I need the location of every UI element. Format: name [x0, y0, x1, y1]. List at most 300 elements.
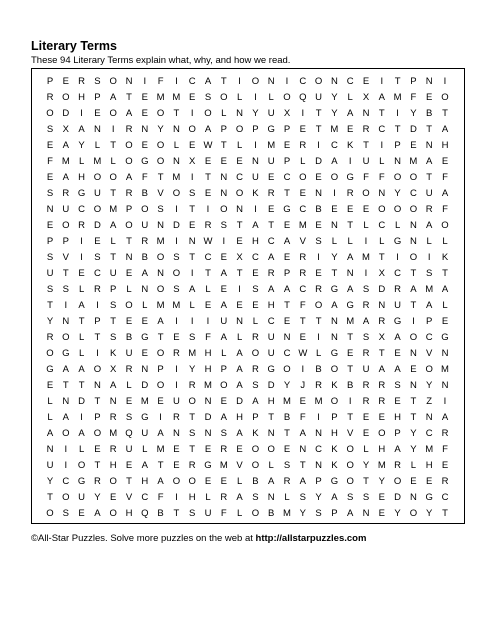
grid-letter[interactable]: R — [125, 188, 133, 199]
grid-letter[interactable]: T — [173, 508, 180, 519]
grid-letter[interactable]: T — [268, 412, 275, 423]
grid-letter[interactable]: Q — [299, 92, 307, 103]
grid-letter[interactable]: N — [409, 220, 417, 231]
grid-letter[interactable]: I — [427, 252, 431, 263]
grid-letter[interactable]: R — [346, 188, 354, 199]
grid-letter[interactable]: C — [378, 124, 386, 135]
grid-letter[interactable]: A — [299, 428, 306, 439]
grid-letter[interactable]: N — [441, 380, 449, 391]
grid-letter[interactable]: F — [299, 412, 306, 423]
grid-letter[interactable]: O — [109, 76, 117, 87]
grid-letter[interactable]: G — [393, 236, 402, 247]
grid-letter[interactable]: P — [157, 364, 164, 375]
grid-letter[interactable]: S — [204, 92, 212, 103]
grid-letter[interactable]: U — [78, 492, 86, 503]
grid-letter[interactable]: N — [172, 428, 180, 439]
grid-letter[interactable]: B — [268, 508, 275, 519]
grid-letter[interactable]: E — [62, 76, 69, 87]
grid-letter[interactable]: E — [378, 508, 385, 519]
grid-letter[interactable]: A — [283, 236, 291, 247]
grid-letter[interactable]: H — [330, 428, 338, 439]
grid-letter[interactable]: K — [252, 428, 259, 439]
grid-letter[interactable]: O — [46, 108, 54, 119]
grid-letter[interactable]: E — [378, 492, 385, 503]
grid-letter[interactable]: N — [425, 140, 433, 151]
grid-letter[interactable]: D — [93, 220, 101, 231]
grid-letter[interactable]: A — [141, 268, 148, 279]
grid-letter[interactable]: O — [378, 204, 386, 215]
grid-letter[interactable]: M — [204, 380, 212, 391]
grid-letter[interactable]: T — [126, 476, 132, 487]
grid-letter[interactable]: D — [78, 396, 86, 407]
grid-letter[interactable]: X — [236, 252, 243, 263]
grid-letter[interactable]: O — [109, 108, 117, 119]
grid-letter[interactable]: O — [409, 508, 418, 519]
grid-letter[interactable]: O — [251, 508, 260, 519]
grid-letter[interactable]: I — [380, 76, 384, 87]
grid-letter[interactable]: H — [394, 412, 402, 423]
grid-letter[interactable]: I — [443, 76, 447, 87]
grid-letter[interactable]: N — [141, 124, 149, 135]
grid-letter[interactable]: M — [188, 348, 197, 359]
grid-letter[interactable]: T — [157, 172, 164, 183]
grid-letter[interactable]: L — [236, 508, 243, 519]
grid-letter[interactable]: M — [267, 140, 276, 151]
grid-letter[interactable]: N — [394, 156, 402, 167]
grid-letter[interactable]: I — [64, 300, 68, 311]
grid-letter[interactable]: G — [141, 156, 149, 167]
grid-letter[interactable]: N — [46, 444, 54, 455]
grid-letter[interactable]: R — [394, 284, 402, 295]
grid-letter[interactable]: R — [220, 444, 228, 455]
grid-letter[interactable]: O — [46, 348, 54, 359]
grid-letter[interactable]: T — [94, 460, 101, 471]
grid-letter[interactable]: R — [394, 460, 402, 471]
grid-letter[interactable]: S — [283, 460, 291, 471]
grid-letter[interactable]: N — [251, 156, 259, 167]
grid-letter[interactable]: E — [347, 204, 354, 215]
grid-letter[interactable]: L — [173, 140, 180, 151]
grid-letter[interactable]: R — [362, 396, 370, 407]
grid-letter[interactable]: M — [172, 172, 181, 183]
grid-letter[interactable]: Y — [299, 508, 306, 519]
grid-letter[interactable]: P — [283, 268, 291, 279]
grid-letter[interactable]: E — [220, 396, 227, 407]
grid-letter[interactable]: M — [61, 156, 70, 167]
grid-letter[interactable]: T — [126, 92, 132, 103]
grid-letter[interactable]: O — [441, 92, 449, 103]
grid-letter[interactable]: R — [78, 220, 86, 231]
grid-letter[interactable]: A — [204, 124, 212, 135]
grid-letter[interactable]: J — [300, 380, 306, 391]
grid-letter[interactable]: E — [173, 332, 180, 343]
grid-letter[interactable]: A — [125, 172, 133, 183]
grid-letter[interactable]: N — [172, 124, 180, 135]
grid-letter[interactable]: E — [94, 236, 101, 247]
grid-letter[interactable]: V — [236, 460, 243, 471]
grid-letter[interactable]: A — [378, 364, 385, 375]
grid-letter[interactable]: Y — [252, 108, 259, 119]
grid-letter[interactable]: E — [46, 172, 54, 183]
grid-letter[interactable]: O — [156, 252, 165, 263]
grid-letter[interactable]: A — [236, 428, 243, 439]
grid-letter[interactable]: O — [220, 92, 228, 103]
grid-letter[interactable]: S — [62, 508, 69, 519]
grid-letter[interactable]: L — [221, 348, 227, 359]
grid-letter[interactable]: O — [362, 188, 370, 199]
grid-letter[interactable]: O — [220, 380, 228, 391]
grid-letter[interactable]: L — [236, 332, 243, 343]
grid-letter[interactable]: A — [220, 332, 227, 343]
grid-letter[interactable]: F — [141, 172, 148, 183]
grid-letter[interactable]: K — [331, 380, 338, 391]
grid-letter[interactable]: M — [425, 444, 434, 455]
grid-letter[interactable]: U — [62, 204, 70, 215]
grid-letter[interactable]: M — [140, 396, 149, 407]
grid-letter[interactable]: E — [78, 508, 85, 519]
grid-letter[interactable]: L — [221, 108, 227, 119]
grid-letter[interactable]: C — [394, 268, 402, 279]
grid-letter[interactable]: O — [156, 380, 165, 391]
grid-letter[interactable]: A — [347, 252, 354, 263]
grid-letter[interactable]: L — [205, 492, 211, 503]
grid-letter[interactable]: B — [347, 380, 354, 391]
grid-letter[interactable]: M — [362, 252, 370, 263]
grid-letter[interactable]: O — [393, 204, 402, 215]
grid-letter[interactable]: H — [141, 476, 149, 487]
grid-letter[interactable]: N — [299, 444, 307, 455]
grid-letter[interactable]: O — [378, 428, 386, 439]
grid-letter[interactable]: L — [379, 236, 385, 247]
grid-letter[interactable]: A — [378, 92, 385, 103]
grid-letter[interactable]: N — [172, 156, 180, 167]
grid-letter[interactable]: U — [141, 428, 149, 439]
grid-letter[interactable]: R — [441, 428, 449, 439]
grid-letter[interactable]: S — [189, 428, 196, 439]
grid-letter[interactable]: M — [314, 396, 323, 407]
grid-letter[interactable]: A — [268, 252, 275, 263]
grid-letter[interactable]: E — [283, 316, 291, 327]
grid-letter[interactable]: U — [315, 92, 323, 103]
grid-letter[interactable]: R — [125, 124, 133, 135]
grid-letter[interactable]: E — [236, 300, 243, 311]
grid-letter[interactable]: O — [125, 140, 133, 151]
grid-letter[interactable]: A — [157, 428, 164, 439]
grid-letter[interactable]: P — [283, 156, 291, 167]
grid-letter[interactable]: L — [347, 236, 353, 247]
grid-letter[interactable]: E — [220, 284, 227, 295]
grid-letter[interactable]: I — [175, 492, 178, 503]
grid-letter[interactable]: S — [315, 508, 322, 519]
grid-letter[interactable]: E — [410, 364, 417, 375]
grid-letter[interactable]: L — [78, 156, 85, 167]
grid-letter[interactable]: E — [220, 156, 227, 167]
grid-letter[interactable]: A — [220, 268, 227, 279]
grid-letter[interactable]: M — [219, 460, 228, 471]
grid-letter[interactable]: M — [346, 316, 355, 327]
grid-letter[interactable]: O — [251, 444, 260, 455]
grid-letter[interactable]: S — [426, 268, 433, 279]
grid-letter[interactable]: P — [125, 204, 133, 215]
grid-letter[interactable]: T — [220, 76, 227, 87]
grid-letter[interactable]: U — [204, 508, 212, 519]
grid-letter[interactable]: F — [299, 300, 306, 311]
grid-letter[interactable]: T — [442, 508, 448, 519]
grid-letter[interactable]: N — [425, 76, 433, 87]
grid-letter[interactable]: T — [394, 76, 401, 87]
grid-letter[interactable]: X — [362, 92, 370, 103]
grid-letter[interactable]: N — [409, 492, 417, 503]
grid-letter[interactable]: S — [110, 300, 117, 311]
grid-letter[interactable]: I — [80, 252, 83, 263]
grid-letter[interactable]: A — [394, 364, 401, 375]
grid-letter[interactable]: R — [204, 220, 212, 231]
grid-letter[interactable]: H — [251, 236, 259, 247]
grid-letter[interactable]: L — [78, 332, 85, 343]
grid-letter[interactable]: A — [426, 156, 433, 167]
grid-letter[interactable]: E — [189, 92, 196, 103]
grid-letter[interactable]: O — [188, 396, 196, 407]
grid-letter[interactable]: U — [46, 460, 54, 471]
grid-letter[interactable]: I — [143, 76, 147, 87]
grid-letter[interactable]: R — [93, 284, 101, 295]
grid-letter[interactable]: M — [109, 204, 118, 215]
grid-letter[interactable]: E — [315, 268, 322, 279]
grid-letter[interactable]: O — [62, 92, 70, 103]
grid-letter[interactable]: C — [141, 492, 149, 503]
grid-letter[interactable]: S — [110, 332, 117, 343]
grid-letter[interactable]: I — [190, 268, 194, 279]
grid-letter[interactable]: A — [78, 300, 85, 311]
grid-letter[interactable]: C — [283, 348, 291, 359]
grid-letter[interactable]: N — [157, 268, 165, 279]
grid-letter[interactable]: O — [409, 332, 418, 343]
grid-letter[interactable]: I — [238, 284, 241, 295]
grid-letter[interactable]: O — [346, 460, 354, 471]
grid-letter[interactable]: N — [315, 460, 323, 471]
grid-letter[interactable]: L — [331, 236, 338, 247]
grid-letter[interactable]: T — [347, 412, 354, 423]
grid-letter[interactable]: N — [141, 364, 149, 375]
grid-letter[interactable]: N — [409, 348, 417, 359]
grid-letter[interactable]: U — [141, 220, 149, 231]
grid-letter[interactable]: N — [330, 76, 338, 87]
grid-letter[interactable]: L — [205, 284, 211, 295]
grid-letter[interactable]: P — [46, 236, 54, 247]
grid-letter[interactable]: O — [62, 332, 70, 343]
grid-letter[interactable]: M — [109, 428, 118, 439]
grid-letter[interactable]: Y — [331, 252, 338, 263]
grid-letter[interactable]: N — [409, 380, 417, 391]
grid-letter[interactable]: R — [220, 492, 228, 503]
grid-letter[interactable]: L — [94, 140, 101, 151]
grid-letter[interactable]: O — [77, 460, 86, 471]
grid-letter[interactable]: K — [331, 444, 338, 455]
grid-letter[interactable]: F — [378, 172, 385, 183]
grid-letter[interactable]: O — [251, 348, 260, 359]
grid-letter[interactable]: C — [441, 492, 449, 503]
grid-letter[interactable]: A — [252, 220, 259, 231]
grid-letter[interactable]: R — [362, 124, 370, 135]
grid-letter[interactable]: E — [283, 220, 291, 231]
grid-letter[interactable]: H — [204, 348, 212, 359]
grid-letter[interactable]: O — [62, 492, 70, 503]
grid-letter[interactable]: S — [125, 412, 133, 423]
grid-letter[interactable]: U — [267, 108, 275, 119]
grid-letter[interactable]: H — [78, 92, 86, 103]
grid-letter[interactable]: O — [204, 108, 212, 119]
grid-letter[interactable]: L — [363, 220, 369, 231]
grid-letter[interactable]: I — [254, 204, 257, 215]
grid-letter[interactable]: P — [110, 284, 117, 295]
grid-letter[interactable]: M — [93, 156, 102, 167]
grid-letter[interactable]: L — [394, 220, 401, 231]
grid-letter[interactable]: T — [299, 460, 306, 471]
grid-letter[interactable]: B — [315, 364, 322, 375]
grid-letter[interactable]: O — [93, 172, 102, 183]
grid-letter[interactable]: S — [94, 252, 101, 263]
grid-letter[interactable]: H — [78, 172, 86, 183]
grid-letter[interactable]: O — [235, 188, 244, 199]
grid-letter[interactable]: X — [283, 108, 291, 119]
grid-letter[interactable]: L — [268, 92, 274, 103]
grid-letter[interactable]: P — [252, 412, 259, 423]
grid-letter[interactable]: U — [362, 156, 370, 167]
grid-letter[interactable]: A — [125, 108, 133, 119]
grid-letter[interactable]: F — [220, 508, 227, 519]
grid-letter[interactable]: Y — [331, 92, 338, 103]
grid-letter[interactable]: P — [283, 124, 291, 135]
grid-letter[interactable]: M — [377, 460, 386, 471]
grid-letter[interactable]: E — [236, 444, 243, 455]
grid-letter[interactable]: F — [47, 156, 53, 167]
grid-letter[interactable]: I — [80, 108, 83, 119]
grid-letter[interactable]: R — [188, 460, 196, 471]
grid-letter[interactable]: E — [426, 92, 433, 103]
grid-letter[interactable]: I — [317, 412, 320, 423]
grid-letter[interactable]: N — [315, 188, 323, 199]
grid-letter[interactable]: E — [141, 92, 148, 103]
grid-letter[interactable]: N — [220, 188, 228, 199]
grid-letter[interactable]: C — [299, 76, 307, 87]
grid-letter[interactable]: L — [442, 236, 448, 247]
grid-letter[interactable]: H — [236, 412, 244, 423]
grid-letter[interactable]: B — [125, 332, 133, 343]
grid-letter[interactable]: M — [425, 284, 434, 295]
grid-letter[interactable]: C — [409, 188, 417, 199]
grid-letter[interactable]: A — [347, 284, 354, 295]
grid-letter[interactable]: O — [172, 188, 181, 199]
grid-letter[interactable]: Y — [78, 140, 85, 151]
grid-letter[interactable]: U — [125, 348, 133, 359]
grid-letter[interactable]: M — [156, 444, 165, 455]
grid-letter[interactable]: T — [315, 124, 322, 135]
grid-letter[interactable]: O — [393, 172, 402, 183]
grid-letter[interactable]: A — [141, 460, 148, 471]
grid-letter[interactable]: S — [252, 380, 259, 391]
grid-letter[interactable]: E — [141, 140, 148, 151]
grid-letter[interactable]: R — [251, 332, 259, 343]
grid-letter[interactable]: E — [220, 252, 227, 263]
grid-letter[interactable]: O — [62, 428, 70, 439]
grid-letter[interactable]: O — [441, 220, 449, 231]
grid-letter[interactable]: X — [189, 156, 196, 167]
grid-letter[interactable]: Y — [189, 364, 196, 375]
grid-letter[interactable]: N — [378, 300, 386, 311]
grid-letter[interactable]: D — [204, 412, 212, 423]
grid-letter[interactable]: E — [362, 204, 370, 215]
grid-letter[interactable]: T — [126, 236, 132, 247]
grid-letter[interactable]: N — [93, 380, 101, 391]
grid-letter[interactable]: R — [78, 76, 86, 87]
grid-letter[interactable]: U — [251, 172, 259, 183]
grid-letter[interactable]: E — [362, 428, 370, 439]
grid-letter[interactable]: A — [220, 300, 227, 311]
grid-letter[interactable]: I — [396, 252, 399, 263]
grid-letter[interactable]: S — [220, 220, 227, 231]
grid-letter[interactable]: I — [175, 364, 178, 375]
grid-letter[interactable]: Y — [157, 124, 164, 135]
grid-letter[interactable]: U — [125, 444, 133, 455]
grid-letter[interactable]: C — [425, 332, 433, 343]
grid-letter[interactable]: P — [331, 412, 338, 423]
grid-letter[interactable]: I — [238, 76, 241, 87]
grid-letter[interactable]: G — [267, 124, 275, 135]
grid-letter[interactable]: A — [268, 284, 275, 295]
grid-letter[interactable]: A — [236, 380, 243, 391]
grid-letter[interactable]: N — [315, 428, 323, 439]
grid-letter[interactable]: I — [348, 396, 352, 407]
grid-letter[interactable]: G — [77, 188, 86, 199]
grid-letter[interactable]: E — [347, 124, 354, 135]
grid-letter[interactable]: E — [78, 268, 85, 279]
grid-letter[interactable]: O — [409, 204, 418, 215]
grid-letter[interactable]: I — [333, 188, 336, 199]
grid-letter[interactable]: L — [78, 348, 85, 359]
grid-letter[interactable]: O — [220, 204, 228, 215]
grid-letter[interactable]: O — [125, 300, 133, 311]
grid-letter[interactable]: U — [267, 156, 275, 167]
grid-letter[interactable]: Y — [46, 476, 54, 487]
grid-letter[interactable]: N — [267, 76, 275, 87]
grid-letter[interactable]: M — [172, 300, 181, 311]
grid-letter[interactable]: T — [62, 268, 69, 279]
grid-letter[interactable]: T — [410, 396, 417, 407]
grid-letter[interactable]: N — [283, 332, 291, 343]
grid-letter[interactable]: U — [425, 188, 433, 199]
grid-letter[interactable]: K — [110, 348, 117, 359]
grid-letter[interactable]: I — [190, 172, 194, 183]
grid-letter[interactable]: T — [220, 140, 227, 151]
grid-letter[interactable]: O — [156, 348, 165, 359]
grid-letter[interactable]: D — [62, 108, 70, 119]
grid-letter[interactable]: T — [426, 172, 433, 183]
grid-letter[interactable]: T — [110, 188, 117, 199]
grid-letter[interactable]: X — [62, 124, 69, 135]
grid-letter[interactable]: I — [80, 236, 83, 247]
grid-letter[interactable]: Y — [315, 492, 322, 503]
grid-letter[interactable]: D — [236, 396, 244, 407]
grid-letter[interactable]: O — [188, 476, 196, 487]
grid-letter[interactable]: L — [110, 156, 116, 167]
grid-letter[interactable]: S — [299, 492, 306, 503]
grid-letter[interactable]: S — [362, 332, 370, 343]
grid-letter[interactable]: E — [441, 156, 449, 167]
grid-letter[interactable]: L — [236, 476, 243, 487]
grid-letter[interactable]: Y — [46, 316, 54, 327]
grid-letter[interactable]: T — [205, 268, 211, 279]
grid-letter[interactable]: A — [441, 412, 449, 423]
